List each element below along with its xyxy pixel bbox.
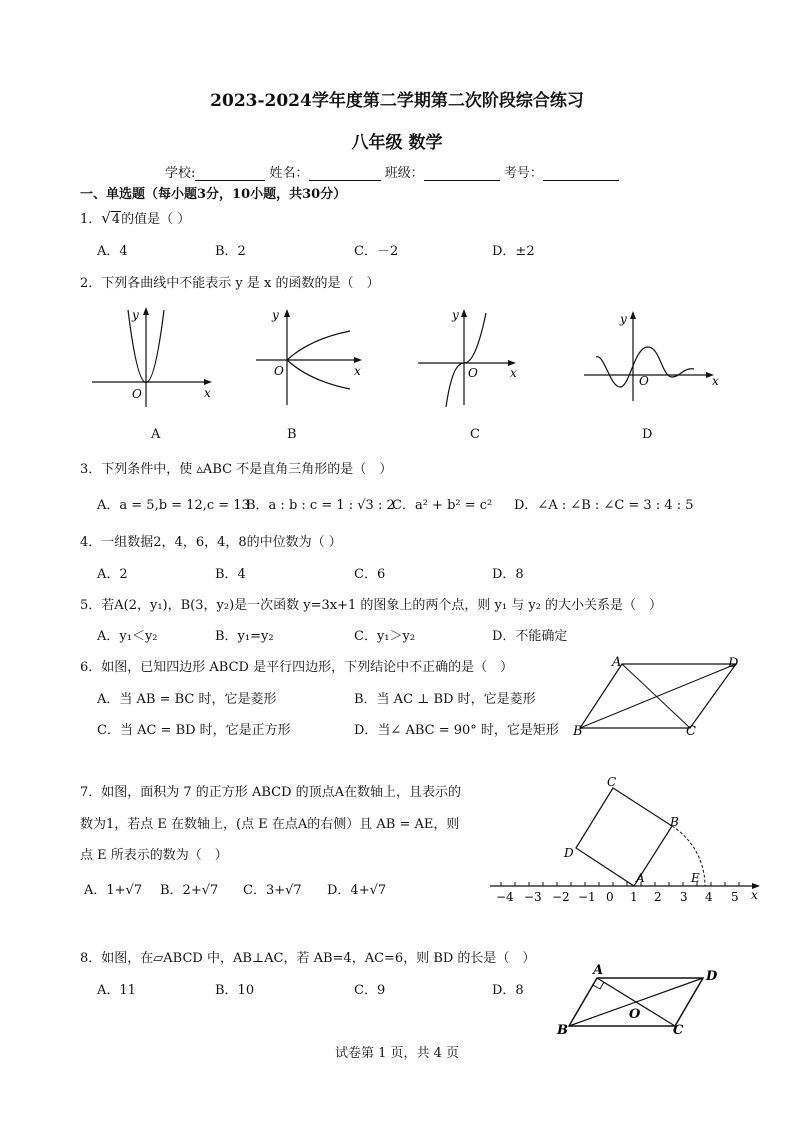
q1-option-c[interactable]: C．－2 [354,244,399,259]
page-subtitle: 八年级 数学 [351,133,443,153]
class-label: 班级： [384,166,424,181]
q2-graph-d [580,305,725,410]
q7-stem-line-2: 数为1，若点 E 在数轴上，(点 E 在点A的右侧）且 AB = AE，则 [80,817,460,832]
q7-label-e: E [691,871,700,885]
info-line [165,162,619,181]
q7-label-b: B [670,815,679,829]
q7-label-c: C [607,775,617,789]
q8-label-a: A [593,963,604,978]
q6-label-a: A [612,655,622,670]
q3-option-a[interactable]: A．a = 5,b = 12,c = 13 [97,498,250,513]
q1-stem: 1．√4的值是（ ） [80,209,191,227]
q8-label-d: D [706,969,718,984]
exam-number-field[interactable] [543,166,619,181]
q6-label-b: B [573,724,583,739]
q2b-y-label: y [272,308,279,322]
section-heading: 一、单选题（每小题3分，10小题，共30分） [80,187,347,202]
school-label: 学校: [165,166,196,181]
q6-option-a[interactable]: A．当 AB = BC 时，它是菱形 [97,692,277,707]
q7-option-c[interactable]: C．3+√7 [243,883,302,898]
q7-option-a[interactable]: A．1+√7 [84,883,143,898]
q5-option-d[interactable]: D．不能确定 [492,629,568,644]
q5-stem: 5．若A(2，y₁)，B(3，y₂)是一次函数 y=3x+1 的图象上的两个点，则 y₁ 与 y₂ 的大小关系是（ ） [80,598,663,613]
q1-option-b[interactable]: B．2 [215,244,246,259]
q5-option-b[interactable]: B．y₁=y₂ [215,629,274,644]
q2a-y-label: y [132,308,139,322]
q7-axis-var: x [751,888,758,902]
q2d-x-label: x [712,374,719,388]
q2b-x-label: x [354,364,361,378]
q7-option-d[interactable]: D．4+√7 [327,883,387,898]
q7-tick-0: 0 [606,890,614,904]
q6-option-c[interactable]: C．当 AC = BD 时，它是正方形 [97,723,291,738]
q2c-x-label: x [510,366,517,380]
q8-parallelogram-figure [553,960,728,1040]
q2-graph-a [88,305,218,410]
q8-label-o: O [629,1007,641,1022]
q7-tick-neg4: −4 [496,890,514,904]
q2a-x-label: x [204,386,211,400]
q2-graph-d-label: D [642,427,653,442]
q2d-y-label: y [620,312,627,326]
q7-label-a: A [636,871,645,885]
q1-option-d[interactable]: D．±2 [492,244,535,259]
q6-option-d[interactable]: D．当∠ ABC = 90° 时，它是矩形 [354,723,559,738]
q2-graph-b-label: B [287,427,297,442]
q6-parallelogram-figure [566,652,756,742]
q8-option-b[interactable]: B．10 [215,983,255,998]
q7-label-d: D [564,846,574,860]
q8-option-d[interactable]: D．8 [492,983,524,998]
q8-option-c[interactable]: C．9 [354,983,386,998]
q2d-origin-label: O [639,374,649,388]
q3-option-b[interactable]: B．a : b : c = 1 : √3 : 2 [246,498,395,513]
q2c-y-label: y [452,308,459,322]
name-label: 姓名： [269,166,309,181]
q6-option-b[interactable]: B．当 AC ⊥ BD 时，它是菱形 [354,692,536,707]
q8-stem: 8．如图，在▱ABCD 中，AB⊥AC，若 AB=4，AC=6，则 BD 的长是（ ） [80,951,536,966]
class-field[interactable] [424,166,500,181]
q4-option-a[interactable]: A．2 [97,567,128,582]
sqrt-symbol: √ [101,209,111,227]
q7-tick-4: 4 [705,890,713,904]
q7-tick-neg2: −2 [552,890,570,904]
name-field[interactable] [309,166,381,181]
q4-option-b[interactable]: B．4 [215,567,246,582]
q7-tick-neg1: −1 [578,890,596,904]
school-field[interactable] [195,166,265,181]
q8-label-c: C [673,1023,684,1038]
q2-graph-c [414,305,529,410]
q2-graph-c-label: C [470,427,480,442]
q4-option-d[interactable]: D．8 [492,567,524,582]
q2a-origin-label: O [132,387,142,401]
q7-tick-3: 3 [680,890,688,904]
q7-tick-1: 1 [630,890,638,904]
q7-stem-line-3: 点 E 所表示的数为（ ） [80,848,228,863]
q1-option-a[interactable]: A．4 [97,244,128,259]
q2c-origin-label: O [468,366,478,380]
q2-stem: 2．下列各曲线中不能表示 y 是 x 的函数的是（ ） [80,276,380,291]
q3-option-c[interactable]: C．a² + b² = c² [392,498,493,513]
q6-stem: 6．如图，已知四边形 ABCD 是平行四边形，下列结论中不正确的是（ ） [80,660,514,675]
q5-option-c[interactable]: C．y₁＞y₂ [354,629,416,644]
q7-option-b[interactable]: B．2+√7 [160,883,219,898]
q8-label-b: B [557,1023,568,1038]
page-title: 2023-2024学年度第二学期第二次阶段综合练习 [210,91,584,111]
q6-label-d: D [728,656,739,671]
q3-option-d[interactable]: D．∠A : ∠B : ∠C = 3 : 4 : 5 [514,498,694,513]
page-footer: 试卷第 1 页，共 4 页 [334,1046,460,1061]
q7-stem-line-1: 7．如图，面积为 7 的正方形 ABCD 的顶点A在数轴上，且表示的 [80,785,462,800]
q6-label-c: C [686,724,696,739]
q2-graph-a-label: A [151,427,161,442]
q4-stem: 4．一组数据2，4，6，4，8的中位数为（ ） [80,535,342,550]
q7-tick-5: 5 [731,890,739,904]
q7-tick-neg3: −3 [524,890,542,904]
q5-option-a[interactable]: A．y₁＜y₂ [97,629,158,644]
q3-stem: 3．下列条件中，使 ▵ABC 不是直角三角形的是（ ） [80,462,393,477]
q7-tick-2: 2 [654,890,662,904]
q2-graph-b [250,305,370,410]
q2b-origin-label: O [274,364,284,378]
q8-option-a[interactable]: A．11 [97,983,136,998]
q7-number-line-figure [488,772,768,907]
q4-option-c[interactable]: C．6 [354,567,386,582]
exam-number-label: 考号： [503,166,543,181]
